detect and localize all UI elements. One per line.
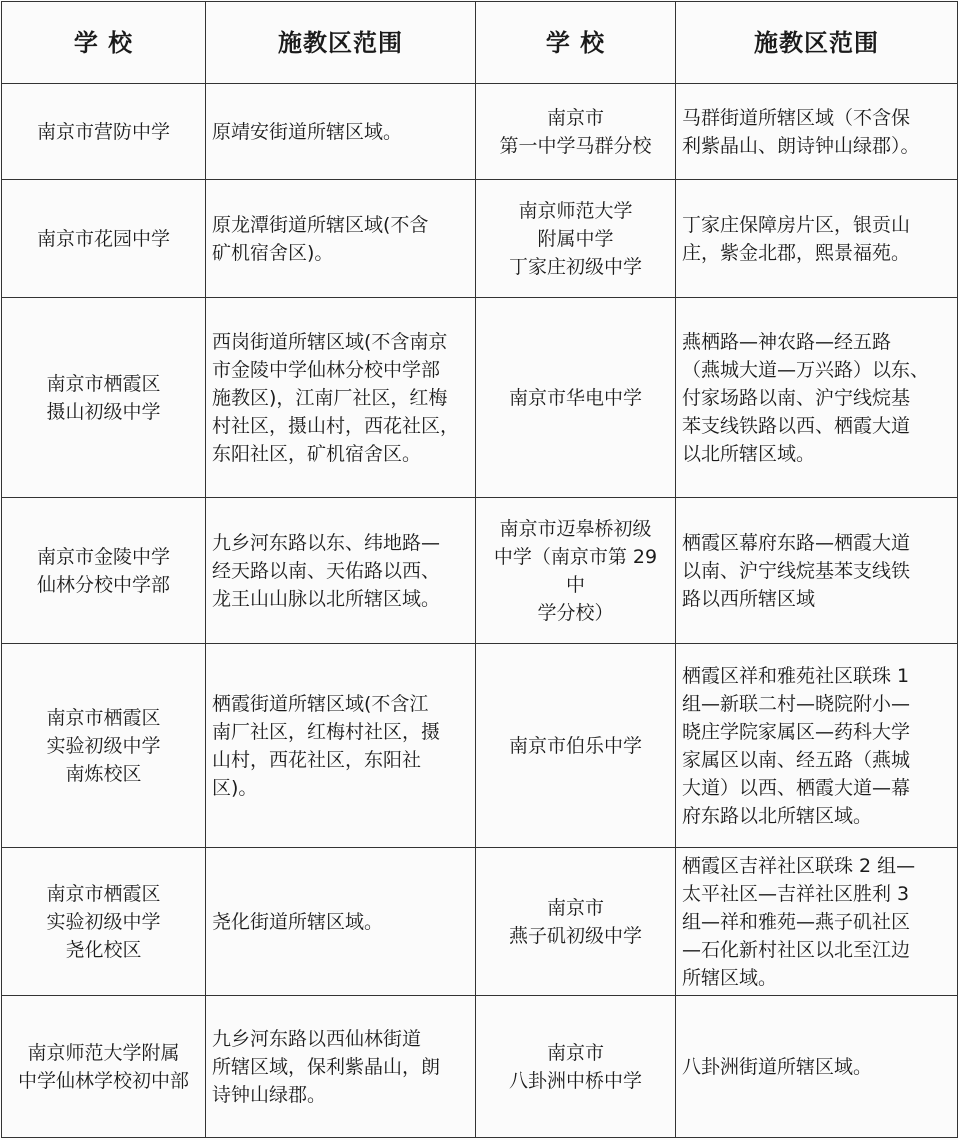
school-name-cell: [2, 298, 206, 498]
header-row: [2, 2, 958, 84]
school-name-cell: [476, 180, 676, 298]
zone-area: 西岗街道所辖区域(不含南京 市金陵中学仙林分校中学部 施教区)，江南厂社区，红梅 村社区，摄山村，西花社区， 东阳社区，矿机宿舍区。: [212, 330, 460, 465]
zone-area: 马群街道所辖区域（不含保 利紫晶山、朗诗钟山绿郡）。: [682, 106, 920, 157]
table-row: [2, 84, 958, 180]
zone-area: 栖霞街道所辖区域(不含江 南厂社区，红梅村社区，摄 山村，西花社区，东阳社 区)。: [212, 692, 441, 799]
school-name-cell: [476, 298, 676, 498]
table-row: [2, 298, 958, 498]
zone-area: 八卦洲街道所辖区域。: [682, 1055, 873, 1078]
school-name: 南京市 八卦洲中桥中学: [508, 1041, 642, 1092]
school-name-cell: [2, 84, 206, 180]
zone-area-cell: [206, 498, 476, 644]
school-name: 南京市 第一中学马群分校: [499, 106, 652, 157]
school-name: 南京市栖霞区 实验初级中学 尧化校区: [46, 882, 161, 961]
school-name-cell: [2, 498, 206, 644]
zone-area-cell: [676, 298, 958, 498]
zone-area-cell: [676, 644, 958, 848]
school-name-cell: [2, 180, 206, 298]
table-row: [2, 644, 958, 848]
school-name: 南京市迈皋桥初级 中学（南京市第 29 中 学分校）: [493, 517, 658, 624]
table-row: [2, 996, 958, 1138]
zone-area: 栖霞区幕府东路—栖霞大道 以南、沪宁线烷基苯支线铁 路以西所辖区域: [682, 531, 911, 610]
zone-area: 原龙潭街道所辖区域(不含 矿机宿舍区)。: [212, 213, 429, 264]
zone-area-cell: [206, 84, 476, 180]
zone-area-cell: [676, 848, 958, 996]
header-school-left: 学 校: [2, 2, 206, 84]
header-school-right: 学 校: [476, 2, 676, 84]
zone-area: 燕栖路—神农路—经五路 （燕城大道—万兴路）以东、 付家场路以南、沪宁线烷基 苯支线铁路以西、栖霞大道 以北所辖区域。: [682, 330, 930, 465]
school-name-cell: [476, 498, 676, 644]
header-area-right: 施教区范围: [676, 2, 958, 84]
zone-area-cell: [676, 498, 958, 644]
zone-area-cell: [206, 848, 476, 996]
school-name: 南京市伯乐中学: [508, 734, 642, 757]
zone-area: 栖霞区祥和雅苑社区联珠 1 组—新联二村—晓院附小— 晓庄学院家属区—药科大学 家属区以南、经五路（燕城 大道）以西、栖霞大道—幕 府东路以北所辖区域。: [682, 664, 911, 827]
school-name: 南京市花园中学: [36, 227, 170, 250]
zone-area-cell: [206, 996, 476, 1138]
school-name-cell: [2, 996, 206, 1138]
school-name-cell: [476, 84, 676, 180]
table-row: [2, 498, 958, 644]
school-name: 南京师范大学 附属中学 丁家庄初级中学: [508, 199, 642, 278]
zone-area-cell: [676, 996, 958, 1138]
school-name-cell: [2, 644, 206, 848]
school-name-cell: [476, 848, 676, 996]
zone-area-cell: [206, 644, 476, 848]
zone-area: 丁家庄保障房片区，银贡山 庄，紫金北郡，熙景福苑。: [682, 213, 911, 264]
zone-area-cell: [206, 298, 476, 498]
zone-area-cell: [676, 84, 958, 180]
school-name-cell: [476, 644, 676, 848]
zone-area: 原靖安街道所辖区域。: [212, 120, 403, 143]
zone-area-cell: [206, 180, 476, 298]
zone-area: 尧化街道所辖区域。: [212, 910, 384, 933]
school-name: 南京市栖霞区 摄山初级中学: [46, 372, 161, 423]
table-row: [2, 180, 958, 298]
school-name: 南京市金陵中学 仙林分校中学部: [36, 545, 170, 596]
zone-area-cell: [676, 180, 958, 298]
school-zone-table: [1, 1, 958, 1138]
school-name: 南京师范大学附属 中学仙林学校初中部: [17, 1041, 189, 1092]
school-name-cell: [2, 848, 206, 996]
school-name: 南京市营防中学: [36, 120, 170, 143]
school-name: 南京市华电中学: [508, 386, 642, 409]
zone-area: 栖霞区吉祥社区联珠 2 组— 太平社区—吉祥社区胜利 3 组—祥和雅苑—燕子矶社区 —石化新村社区以北至江边 所辖区域。: [682, 854, 916, 989]
school-name: 南京市栖霞区 实验初级中学 南炼校区: [46, 706, 161, 785]
table-row: [2, 848, 958, 996]
school-name: 南京市 燕子矶初级中学: [508, 896, 642, 947]
school-name-cell: [476, 996, 676, 1138]
zone-area: 九乡河东路以西仙林街道 所辖区域，保利紫晶山，朗 诗钟山绿郡。: [212, 1027, 441, 1106]
header-area-left: 施教区范围: [206, 2, 476, 84]
zone-area: 九乡河东路以东、纬地路— 经天路以南、天佑路以西、 龙王山山脉以北所辖区域。: [212, 531, 441, 610]
